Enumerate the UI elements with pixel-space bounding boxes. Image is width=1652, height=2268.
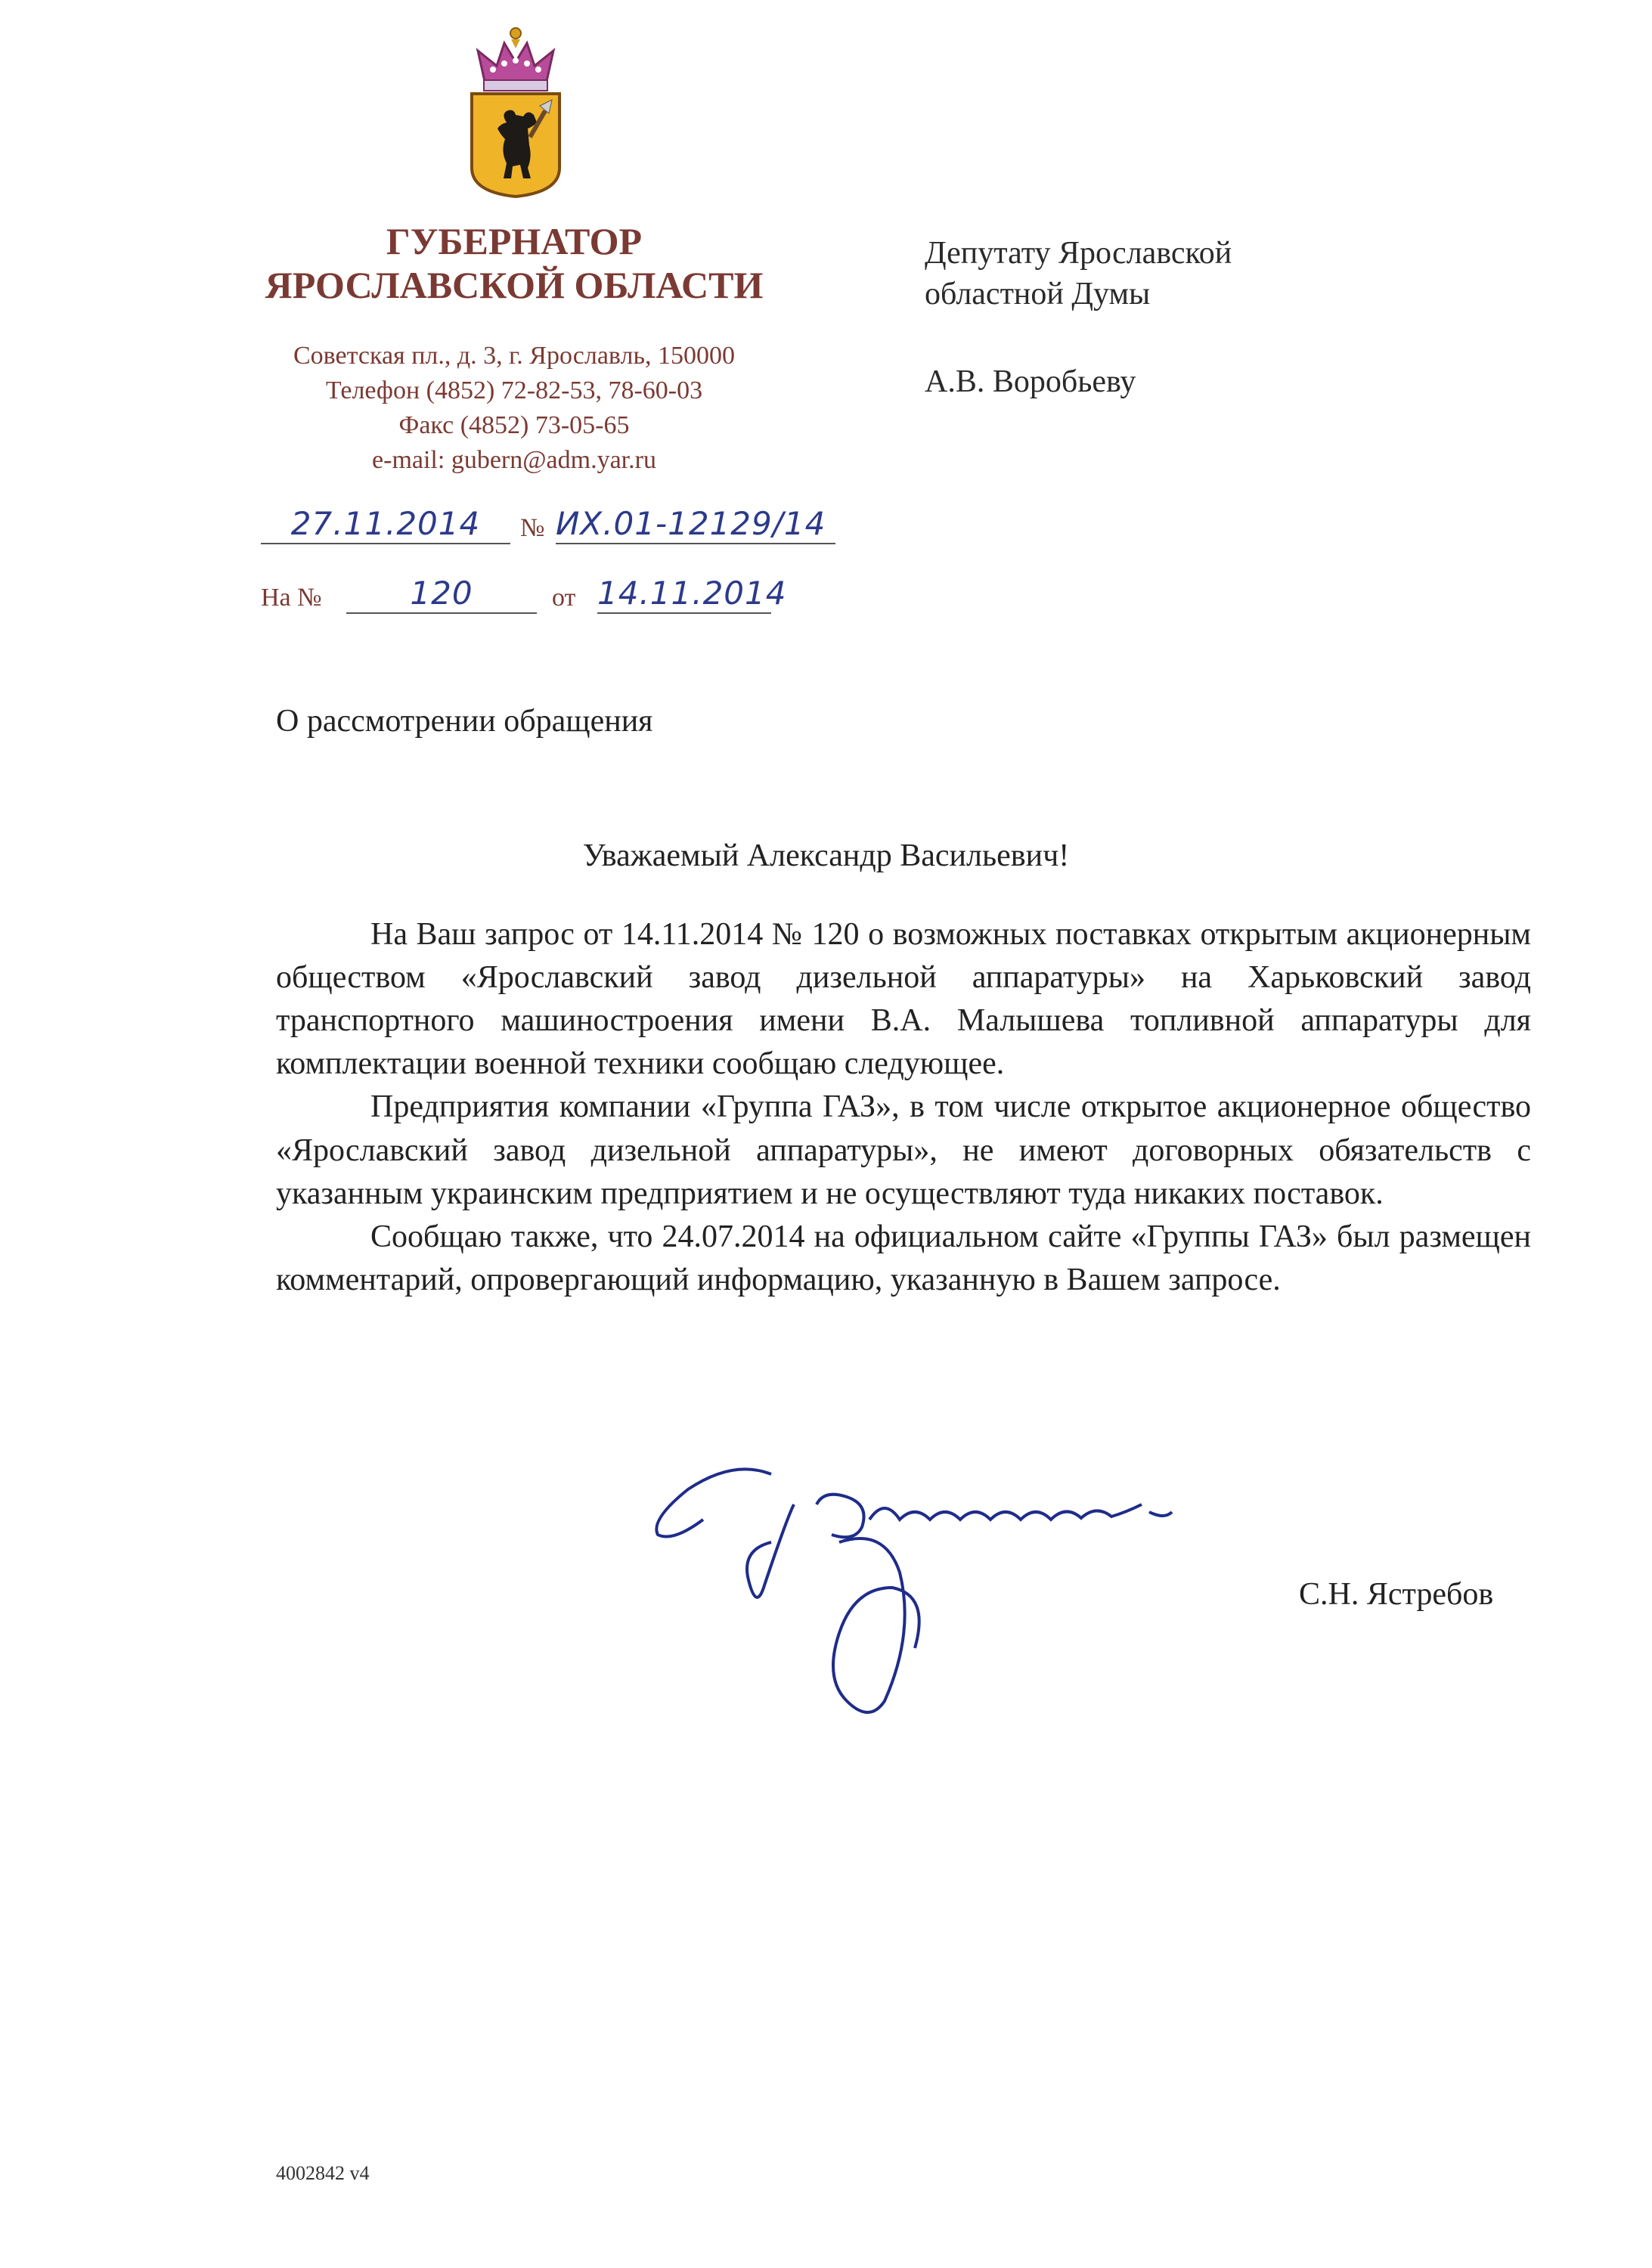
reg-number-line: [556, 505, 835, 544]
letter-subject: О рассмотрении обращения: [276, 704, 653, 739]
ref-date-line: [597, 575, 787, 614]
ref-number: 120: [410, 575, 473, 612]
document-code: 4002842 v4: [276, 2162, 370, 2184]
reg-number-label: №: [520, 514, 545, 542]
body-paragraph-2: Предприятия компании «Группа ГАЗ», в том числе открытое акционерное общество «Ярославский завод дизельной аппаратуры», не имеют договорных обязательств с указанным украинским предприятием и не осуществляют туда никаких поставок.: [276, 1089, 1531, 1211]
letter-body: [276, 913, 1531, 1302]
ref-number-line: [346, 575, 537, 614]
org-email: e-mail: gubern@adm.yar.ru: [372, 446, 656, 474]
ref-date: 14.11.2014: [597, 575, 787, 612]
org-address: Советская пл., д. 3, г. Ярославль, 150000: [293, 342, 736, 370]
ref-date-label: от: [552, 584, 576, 612]
recipient-line1: Депутату Ярославской: [925, 236, 1232, 271]
org-fax: Факс (4852) 73-05-65: [398, 411, 630, 439]
signature-icon: [643, 1459, 1225, 1731]
body-paragraph-3: Сообщаю также, что 24.07.2014 на официальном сайте «Группы ГАЗ» был размещен комментарий, опровергающий информацию, указанную в Вашем запросе.: [276, 1219, 1531, 1297]
signer-name: С.Н. Ястребов: [1299, 1577, 1494, 1612]
recipient-name: А.В. Воробьеву: [925, 364, 1136, 399]
letter-greeting: Уважаемый Александр Васильевич!: [582, 838, 1070, 873]
reg-date: 27.11.2014: [290, 505, 481, 542]
coat-of-arms-icon: [463, 17, 569, 198]
org-title-line2: ЯРОСЛАВСКОЙ ОБЛАСТИ: [265, 264, 764, 306]
org-phone: Телефон (4852) 72-82-53, 78-60-03: [325, 376, 703, 404]
reg-date-line: [261, 505, 510, 544]
body-paragraph-1: На Ваш запрос от 14.11.2014 № 120 о возможных поставках открытым акционерным обществом «Ярославский завод дизельной аппаратуры» на Харьковский завод транспортного машиностроения имени В.А. Малышева топливной аппаратуры для комплектации военной техники сообщаю следующее.: [276, 917, 1531, 1082]
org-title-line1: ГУБЕРНАТОР: [386, 220, 643, 262]
recipient-line2: областной Думы: [925, 277, 1151, 311]
reg-number: ИХ.01-12129/14: [556, 505, 826, 542]
ref-number-label: На №: [261, 584, 322, 612]
